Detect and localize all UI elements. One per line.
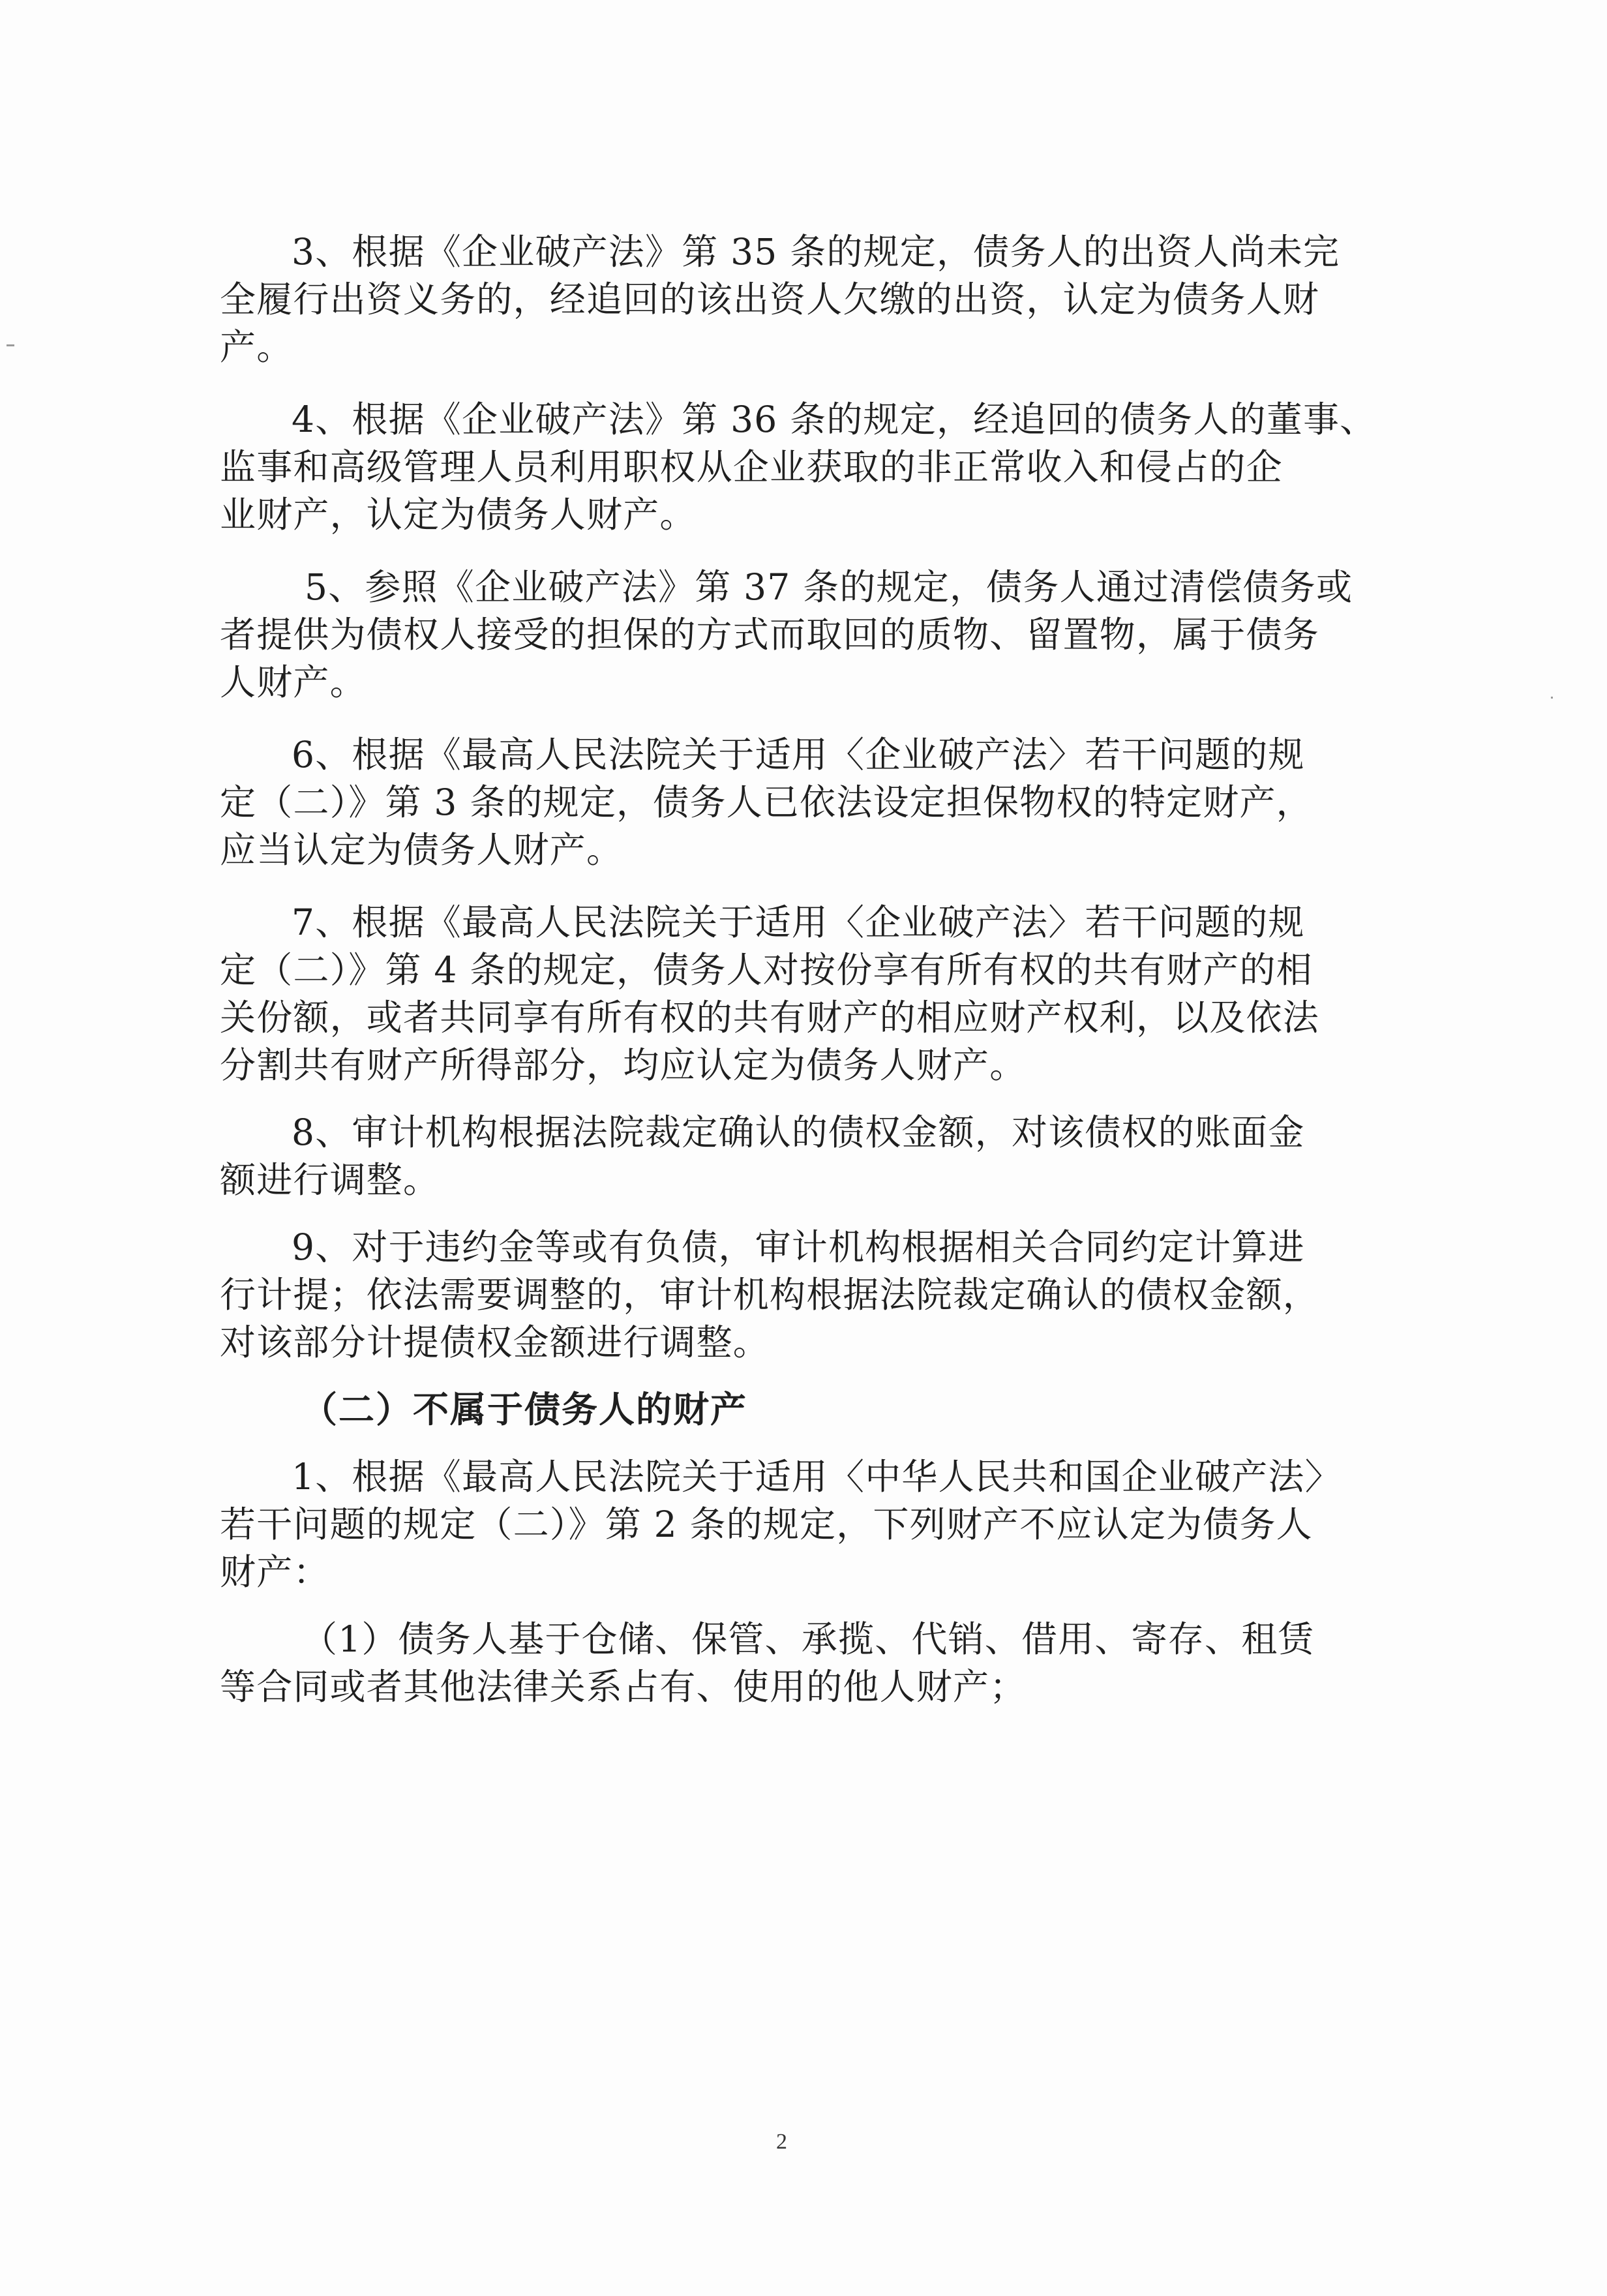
paragraph-line: 应当认定为债务人财产。 bbox=[220, 829, 623, 871]
paragraph-line: 分割共有财产所得部分，均应认定为债务人财产。 bbox=[220, 1044, 1027, 1086]
paragraph-line: 5、参照《企业破产法》第 37 条的规定，债务人通过清偿债务或 bbox=[305, 566, 1353, 608]
paragraph-line: 3、根据《企业破产法》第 35 条的规定，债务人的出资人尚未完 bbox=[292, 231, 1340, 273]
paragraph-line: 8、审计机构根据法院裁定确认的债权金额，对该债权的账面金 bbox=[292, 1111, 1305, 1153]
section-paragraph-1-1 bbox=[220, 1616, 1358, 1711]
paragraph-line: 6、根据《最高人民法院关于适用〈企业破产法〉若干问题的规 bbox=[292, 734, 1305, 776]
paragraph-line: 9、对于违约金等或有负债，审计机构根据相关合同约定计算进 bbox=[292, 1226, 1305, 1268]
document-body bbox=[220, 228, 1377, 1711]
paragraph-4 bbox=[220, 396, 1377, 539]
paragraph-line: 产。 bbox=[220, 326, 293, 368]
paragraph-line: 定（二）》第 3 条的规定，债务人已依法设定担保物权的特定财产， bbox=[220, 781, 1313, 823]
scan-mark bbox=[1551, 697, 1553, 699]
paragraph-line: 额进行调整。 bbox=[220, 1159, 440, 1201]
paragraph-line: （1）债务人基于仓储、保管、承揽、代销、借用、寄存、租赁 bbox=[301, 1618, 1315, 1660]
paragraph-9 bbox=[220, 1224, 1358, 1367]
paragraph-8 bbox=[220, 1109, 1358, 1204]
paragraph-line: 4、根据《企业破产法》第 36 条的规定，经追回的债务人的董事、 bbox=[292, 399, 1377, 440]
section-heading: （二）不属于债务人的财产 bbox=[301, 1389, 748, 1430]
scan-mark bbox=[7, 344, 14, 346]
paragraph-line: 者提供为债权人接受的担保的方式而取回的质物、留置物，属于债务 bbox=[220, 614, 1320, 656]
page-number: 2 bbox=[776, 2130, 787, 2154]
section-paragraph-1 bbox=[220, 1453, 1358, 1596]
paragraph-line: 业财产，认定为债务人财产。 bbox=[220, 494, 697, 536]
paragraph-line: 财产： bbox=[220, 1551, 330, 1593]
paragraph-line: 监事和高级管理人员利用职权从企业获取的非正常收入和侵占的企 bbox=[220, 446, 1283, 488]
paragraph-3 bbox=[220, 228, 1358, 371]
paragraph-line: 关份额，或者共同享有所有权的共有财产的相应财产权利，以及依法 bbox=[220, 997, 1320, 1038]
paragraph-line: 定（二）》第 4 条的规定，债务人对按份享有所有权的共有财产的相 bbox=[220, 949, 1313, 991]
paragraph-line: 行计提；依法需要调整的，审计机构根据法院裁定确认的债权金额， bbox=[220, 1274, 1320, 1316]
paragraph-line: 若干问题的规定（二）》第 2 条的规定，下列财产不应认定为债务人 bbox=[220, 1503, 1313, 1545]
paragraph-7 bbox=[220, 899, 1358, 1089]
paragraph-line: 全履行出资义务的，经追回的该出资人欠缴的出资，认定为债务人财 bbox=[220, 279, 1320, 320]
paragraph-line: 1、根据《最高人民法院关于适用〈中华人民共和国企业破产法〉 bbox=[292, 1456, 1342, 1498]
paragraph-line: 7、根据《最高人民法院关于适用〈企业破产法〉若干问题的规 bbox=[292, 901, 1305, 943]
paragraph-line: 人财产。 bbox=[220, 661, 367, 703]
paragraph-line: 等合同或者其他法律关系占有、使用的他人财产； bbox=[220, 1666, 1027, 1708]
paragraph-6 bbox=[220, 731, 1358, 874]
paragraph-line: 对该部分计提债权金额进行调整。 bbox=[220, 1322, 770, 1363]
paragraph-5 bbox=[220, 564, 1358, 706]
